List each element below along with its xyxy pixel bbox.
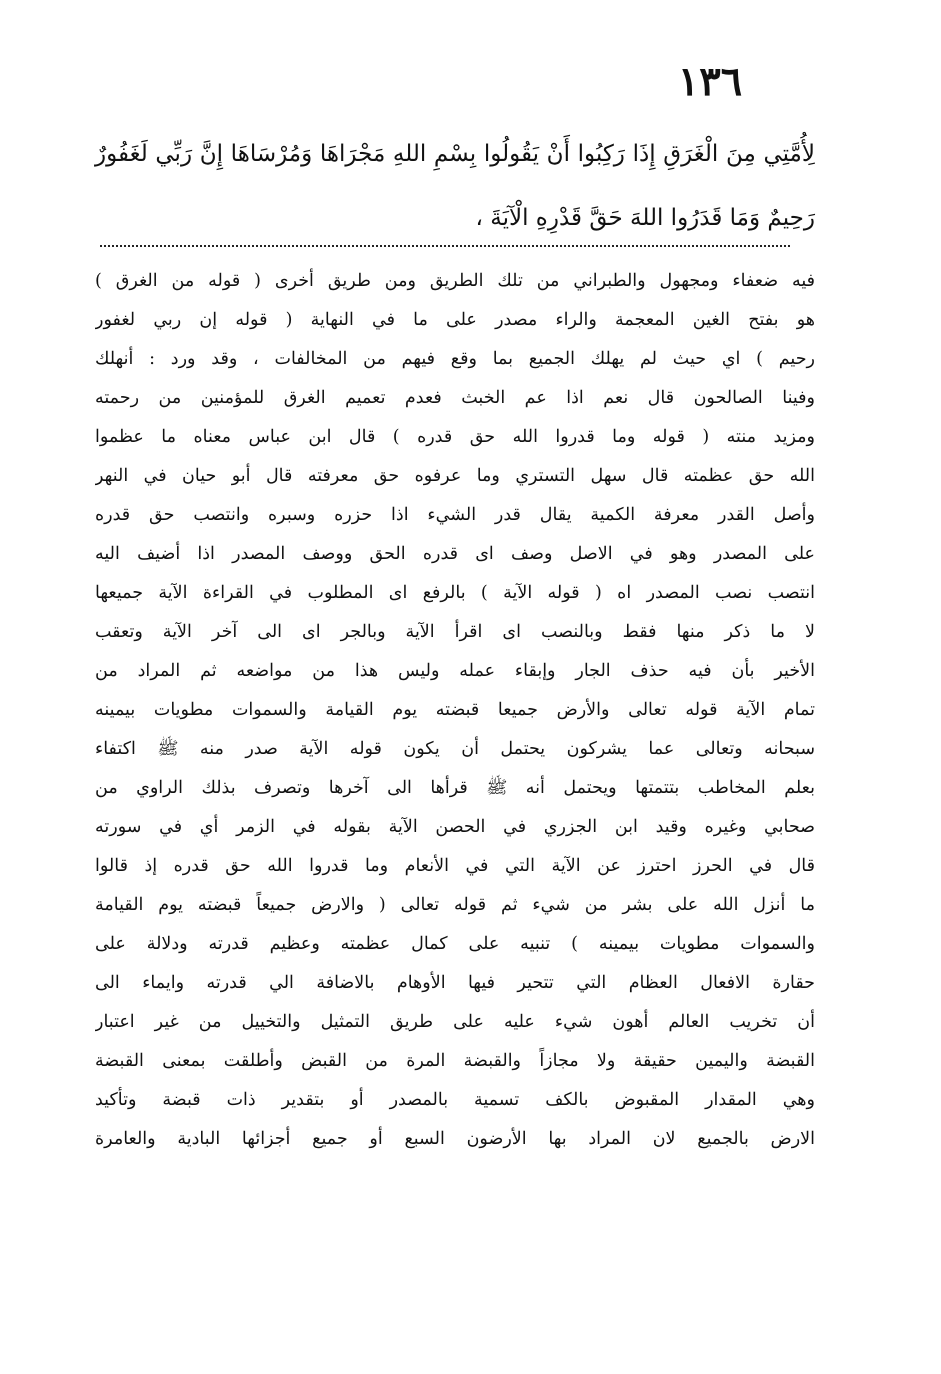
commentary-line: انتصب نصب المصدر اه ( قوله الآية ) بالرفع اى المطلوب في القراءة الآية جميعها — [95, 583, 815, 603]
dotted-divider — [100, 245, 790, 247]
commentary-line: هو بفتح الغين المعجمة والراء مصدر على ما في النهاية ( قوله إن ربي لغفور — [95, 310, 815, 330]
commentary-line: فيه ضعفاء ومجهول والطبراني من تلك الطريق ومن طريق أخرى ( قوله من الغرق ) — [95, 271, 815, 291]
commentary-line: القبضة واليمين حقيقة ولا مجازاً والقبضة المرة من القبض وأطلقت بمعنى القبضة — [95, 1051, 815, 1071]
commentary-line: والسموات مطويات بيمينه ) تنبيه على كمال عظمته وعظيم قدرته ودلالة على — [95, 934, 815, 954]
commentary-line: ومزيد منته ( قوله وما قدروا الله حق قدره ) قال ابن عباس معناه ما عظموا — [95, 427, 815, 447]
commentary-line: الأخير بأن فيه حذف الجار وإبقاء عمله وليس هذا من مواضعه ثم المراد من — [95, 661, 815, 681]
commentary-line: وأصل القدر معرفة الكمية يقال قدر الشيء اذا حزره وسبره وانتصب حق قدره — [95, 505, 815, 525]
commentary-line: وهي المقدار المقبوض بالكف تسمية بالمصدر أو بتقدير ذات قبضة وتأكيد — [95, 1090, 815, 1110]
commentary-line: رحيم ) اي حيث لم يهلك الجميع بما وقع فيهم من المخالفات ، وقد ورد : أنهلك — [95, 349, 815, 369]
commentary-line: وفينا الصالحون قال نعم اذا عم الخبث فعدم تعميم الغرق للمؤمنين من رحمته — [95, 388, 815, 408]
commentary-block — [95, 262, 815, 1159]
commentary-line: بعلم المخاطب بتتمتها ويحتمل أنه ﷺ قرأها الى آخرها وتصرف بذلك الراوي من — [95, 778, 815, 798]
commentary-line: الارض بالجميع لان المراد بها الأرضون السبع أو جميع أجزائها البادية والعامرة — [95, 1129, 815, 1149]
commentary-line: تمام الآية قوله تعالى والأرض جميعا قبضته يوم القيامة والسموات مطويات بيمينه — [95, 700, 815, 720]
commentary-line: حقارة الافعال العظام التي تتحير فيها الأوهام بالاضافة الي قدرته وايماء الى — [95, 973, 815, 993]
commentary-line: لا ما ذكر منها فقط وبالنصب اى اقرأ الآية وبالجر اى الى آخر الآية وتعقب — [95, 622, 815, 642]
commentary-line: صحابي وغيره وقيد ابن الجزري في الحصن الآية بقوله في الزمر أي في سورته — [95, 817, 815, 837]
main-text: لِأُمَّتِي مِنَ الْغَرَقِ إِذَا رَكِبُوا أَنْ يَقُولُوا بِسْمِ اللهِ مَجْرَاهَا وَمُرْسَاهَا إِنَّ رَبِّي لَغَفُورٌ رَحِيمٌ وَمَا قَدَرُوا اللهَ حَقَّ قَدْرِهِ الْآيَةَ ، — [95, 141, 815, 231]
page-number: ١٣٦ — [677, 58, 743, 105]
commentary-line: ما أنزل الله على بشر من شيء ثم قوله تعالى ( والارض جميعاً قبضته يوم القيامة — [95, 895, 815, 915]
commentary-line: سبحانه وتعالى عما يشركون يحتمل أن يكون قوله الآية صدر منه ﷺ اكتفاء — [95, 739, 815, 759]
commentary-line: قال في الحرز احترز عن الآية التي في الأنعام وما قدروا الله حق قدره إذ قالوا — [95, 856, 815, 876]
commentary-line: على المصدر وهو في الاصل وصف اى قدره الحق ووصف المصدر اذا أضيف اليه — [95, 544, 815, 564]
commentary-line: أن تخريب العالم أهون شيء عليه على طريق التمثيل والتخييل من غير اعتبار — [95, 1012, 815, 1032]
commentary-line: الله حق عظمته قال سهل التستري وما عرفوه حق معرفته قال أبو حيان في النهر — [95, 466, 815, 486]
